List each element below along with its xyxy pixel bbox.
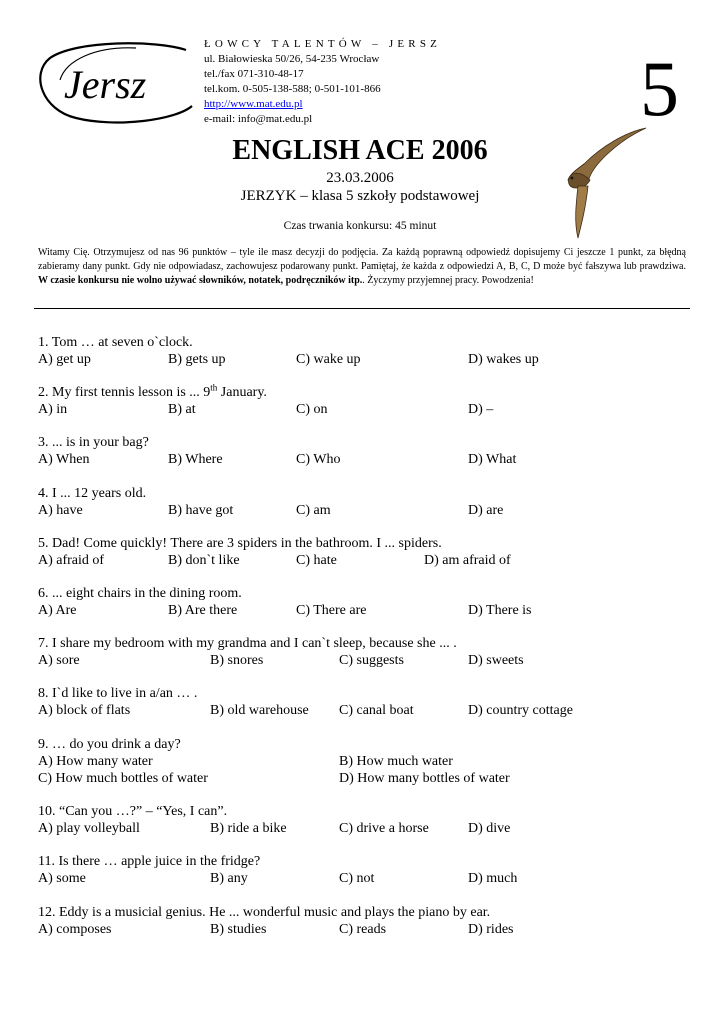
option-c[interactable]: C) canal boat	[339, 703, 414, 718]
intro-text-1: Witamy Cię. Otrzymujesz od nas 96 punktów – tyle ile masz decyzji do podjęcia. Za każdą poprawną odpowiedź dopisujemy Ci jeszcze 1 punkt, za błędną zabieramy dany punkt. Gdy nie odpowiadasz, zachowujesz podarowany punkt. Pamiętaj, że każda z odpowiedzi A, B, C, D może być fałszywa lub prawdziwa.	[38, 247, 686, 272]
contest-subtitle: JERZYK – klasa 5 szkoły podstawowej	[240, 188, 480, 204]
org-email: e-mail: info@mat.edu.pl	[204, 113, 313, 125]
option-a[interactable]: A) composes	[38, 922, 112, 937]
option-b[interactable]: B) don`t like	[168, 553, 240, 568]
option-c[interactable]: C) reads	[339, 922, 387, 937]
option-d[interactable]: D) There is	[468, 603, 532, 618]
website-link[interactable]: http://www.mat.edu.pl	[204, 98, 303, 110]
intro-paragraph	[38, 246, 686, 288]
question-10	[38, 803, 698, 837]
option-d[interactable]: D) –	[468, 402, 494, 417]
option-b[interactable]: B) have got	[168, 503, 234, 518]
option-b[interactable]: B) ride a bike	[210, 821, 287, 836]
option-a[interactable]: A) sore	[38, 653, 80, 668]
question-text: 10. “Can you …?” – “Yes, I can”.	[38, 804, 228, 819]
question-text: 7. I share my bedroom with my grandma and I can`t sleep, because she ... .	[38, 636, 457, 651]
option-b[interactable]: B) old warehouse	[210, 703, 309, 718]
question-text: 6. ... eight chairs in the dining room.	[38, 586, 242, 601]
title-block	[190, 134, 530, 232]
option-c[interactable]: C) drive a horse	[339, 821, 429, 836]
option-d[interactable]: D) am afraid of	[424, 553, 511, 568]
option-c[interactable]: C) am	[296, 503, 331, 518]
question-11	[38, 853, 698, 887]
jersz-logo	[36, 40, 198, 124]
svg-text:Jersz: Jersz	[64, 62, 147, 107]
divider	[34, 308, 690, 309]
option-d[interactable]: D) rides	[468, 922, 514, 937]
question-1	[38, 334, 698, 368]
option-b[interactable]: B) Are there	[168, 603, 238, 618]
option-b[interactable]: B) Where	[168, 452, 223, 467]
option-d[interactable]: D) What	[468, 452, 517, 467]
option-d[interactable]: D) are	[468, 503, 504, 518]
option-d[interactable]: D) sweets	[468, 653, 524, 668]
option-a[interactable]: A) When	[38, 452, 90, 467]
option-b[interactable]: B) How much water	[339, 754, 453, 769]
org-name: ŁOWCY TALENTÓW – JERSZ	[204, 38, 442, 50]
option-b[interactable]: B) any	[210, 871, 248, 886]
organization-info	[204, 37, 441, 127]
option-d[interactable]: D) country cottage	[468, 703, 573, 718]
option-b[interactable]: B) at	[168, 402, 196, 417]
option-a[interactable]: A) Are	[38, 603, 77, 618]
option-a[interactable]: A) How many water	[38, 754, 153, 769]
option-c[interactable]: C) on	[296, 402, 328, 417]
question-3	[38, 434, 698, 468]
option-b[interactable]: B) gets up	[168, 352, 226, 367]
question-text: 5. Dad! Come quickly! There are 3 spiders in the bathroom. I ... spiders.	[38, 536, 442, 551]
question-12	[38, 904, 698, 938]
question-4	[38, 485, 698, 519]
option-b[interactable]: B) snores	[210, 653, 264, 668]
option-a[interactable]: A) afraid of	[38, 553, 105, 568]
option-a[interactable]: A) in	[38, 402, 68, 417]
question-6	[38, 585, 698, 619]
question-text: 9. … do you drink a day?	[38, 737, 181, 752]
option-a[interactable]: A) play volleyball	[38, 821, 140, 836]
question-9	[38, 736, 698, 787]
question-text: 2. My first tennis lesson is ... 9th January.	[38, 382, 267, 400]
question-5	[38, 535, 698, 569]
option-a[interactable]: A) get up	[38, 352, 91, 367]
option-c[interactable]: C) Who	[296, 452, 341, 467]
option-d[interactable]: D) dive	[468, 821, 511, 836]
option-c[interactable]: C) hate	[296, 553, 337, 568]
contest-date: 23.03.2006	[326, 170, 394, 186]
intro-text-2: . Życzymy przyjemnej pracy. Powodzenia!	[362, 275, 534, 286]
page-title: ENGLISH ACE 2006	[232, 135, 488, 166]
question-8	[38, 685, 698, 719]
option-c[interactable]: C) wake up	[296, 352, 361, 367]
option-d[interactable]: D) much	[468, 871, 518, 886]
option-c[interactable]: C) How much bottles of water	[38, 771, 208, 786]
org-telkom: tel.kom. 0-505-138-588; 0-501-101-866	[204, 83, 381, 95]
question-2	[38, 384, 698, 418]
question-text: 8. I`d like to live in a/an … .	[38, 686, 198, 701]
question-text: 4. I ... 12 years old.	[38, 486, 147, 501]
org-address: ul. Białowieska 50/26, 54-235 Wrocław	[204, 53, 380, 65]
option-c[interactable]: C) There are	[296, 603, 367, 618]
question-text: 3. ... is in your bag?	[38, 435, 149, 450]
contest-duration: Czas trwania konkursu: 45 minut	[283, 220, 437, 232]
intro-text-bold: W czasie konkursu nie wolno używać słowników, notatek, podręczników itp.	[38, 275, 363, 286]
question-7	[38, 635, 698, 669]
option-a[interactable]: A) have	[38, 503, 83, 518]
question-text: 12. Eddy is a musicial genius. He ... wonderful music and plays the piano by ear.	[38, 905, 491, 920]
option-a[interactable]: A) block of flats	[38, 703, 131, 718]
question-text: 1. Tom … at seven o`clock.	[38, 335, 193, 350]
question-text: 11. Is there … apple juice in the fridge?	[38, 854, 261, 869]
swift-bird-icon	[562, 124, 658, 240]
option-a[interactable]: A) some	[38, 871, 86, 886]
option-b[interactable]: B) studies	[210, 922, 267, 937]
org-telfax: tel./fax 071-310-48-17	[204, 68, 304, 80]
option-c[interactable]: C) not	[339, 871, 375, 886]
grade-number: 5	[640, 45, 679, 132]
option-c[interactable]: C) suggests	[339, 653, 404, 668]
option-d[interactable]: D) How many bottles of water	[339, 771, 510, 786]
option-d[interactable]: D) wakes up	[468, 352, 539, 367]
